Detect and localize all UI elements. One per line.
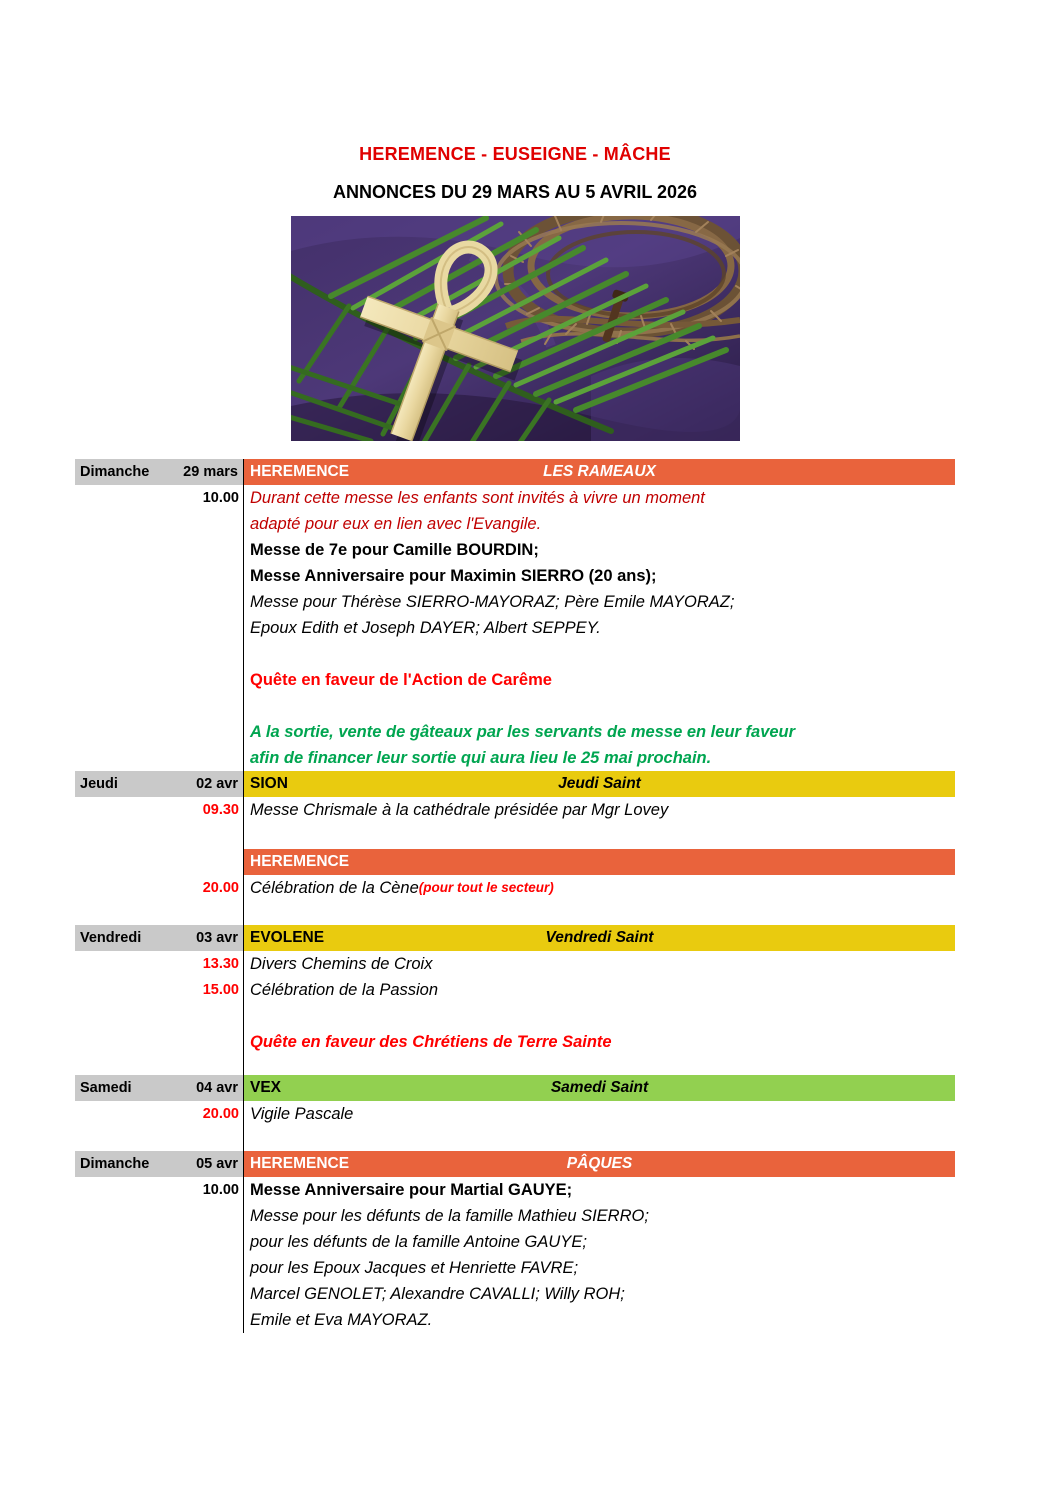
text-segment: afin de financer leur sortie qui aura lieu le 25 mai prochain. [250,749,712,767]
schedule-line-row [75,1281,955,1307]
time-label: 15.00 [202,982,239,998]
time-cell [75,485,243,511]
schedule-line-row [75,745,955,771]
time-cell [75,1281,243,1307]
day-date-cell [75,849,243,875]
location-label: HEREMENCE [250,853,350,870]
announcement-text [243,537,955,563]
text-segment: Célébration de la Cène [250,879,419,897]
time-cell [75,1177,243,1203]
palm-cross-crown-of-thorns-photo [291,216,740,441]
feast-label: PÂQUES [566,1155,633,1172]
day-date-cell [75,1151,243,1177]
schedule-gap-row [75,901,955,925]
time-cell [75,1255,243,1281]
announcement-text [243,511,955,537]
schedule-line-row [75,537,955,563]
schedule-band-row [75,459,955,485]
announcement-text [243,1255,955,1281]
schedule-gap-row [75,1127,955,1151]
text-segment: pour les défunts de la famille Antoine GAUYE; [250,1233,587,1251]
day-label: Samedi [80,1080,132,1096]
text-segment: Célébration de la Passion [250,981,439,999]
schedule-line-row [75,1229,955,1255]
time-cell [75,1203,243,1229]
location-band [243,1075,955,1101]
schedule-line-row [75,1203,955,1229]
time-cell [75,1229,243,1255]
schedule-line-row [75,667,955,693]
location-band [243,459,955,485]
schedule-line-row [75,1307,955,1333]
schedule-band-row [75,849,955,875]
announcement-text [243,485,955,511]
announcement-text [243,1101,955,1127]
time-cell [75,977,243,1003]
announcement-text [243,1203,955,1229]
date-label: 05 avr [196,1156,238,1172]
schedule-line-row [75,615,955,641]
empty-content [243,823,955,849]
feast-label: LES RAMEAUX [543,463,656,480]
page-subtitle: ANNONCES DU 29 MARS AU 5 AVRIL 2026 [332,182,698,202]
schedule-line-row [75,589,955,615]
announcement-text [243,667,955,693]
text-segment: Messe pour les défunts de la famille Mathieu SIERRO; [250,1207,649,1225]
date-label: 29 mars [183,464,238,480]
empty-cell [75,1055,243,1075]
location-label: VEX [250,1079,282,1096]
text-segment: Epoux Edith et Joseph DAYER; Albert SEPPEY. [250,619,601,637]
empty-cell [75,1003,243,1029]
time-cell [75,745,243,771]
text-segment: Marcel GENOLET; Alexandre CAVALLI; Willy ROH; [250,1285,625,1303]
schedule-line-row [75,1255,955,1281]
day-label: Dimanche [80,464,150,480]
announcement-text [243,563,955,589]
schedule-gap-row [75,1055,955,1075]
schedule-line-row [75,511,955,537]
date-label: 02 avr [196,776,238,792]
empty-content [243,1003,955,1029]
announcement-text [243,589,955,615]
schedule [75,459,955,1333]
announcement-text [243,719,955,745]
page-title: HEREMENCE - EUSEIGNE - MÂCHE [359,144,671,164]
empty-content [243,1127,955,1151]
announcement-text [243,1029,955,1055]
announcement-text [243,1177,955,1203]
location-band [243,925,955,951]
schedule-line-row [75,977,955,1003]
text-segment: Quête en faveur de l'Action de Carême [250,671,552,689]
day-label: Vendredi [80,930,142,946]
time-cell [75,1029,243,1055]
empty-cell [75,823,243,849]
announcement-text [243,977,955,1003]
date-label: 03 avr [196,930,238,946]
location-label: SION [250,775,288,792]
time-cell [75,537,243,563]
feast-label: Vendredi Saint [545,929,654,946]
text-segment: Emile et Eva MAYORAZ. [250,1311,433,1329]
text-segment: Messe Anniversaire pour Maximin SIERRO (20 ans); [250,567,657,585]
day-label: Dimanche [80,1156,150,1172]
schedule-line-row [75,951,955,977]
text-segment: A la sortie, vente de gâteaux par les servants de messe en leur faveur [250,723,796,741]
schedule-line-row [75,875,955,901]
time-cell [75,951,243,977]
time-cell [75,667,243,693]
schedule-spacer-row [75,1003,955,1029]
schedule-spacer-row [75,641,955,667]
announcement-text [243,745,955,771]
schedule-band-row [75,1075,955,1101]
schedule-line-row [75,1029,955,1055]
day-date-cell [75,459,243,485]
text-segment: Divers Chemins de Croix [250,955,433,973]
schedule-spacer-row [75,823,955,849]
schedule-line-row [75,797,955,823]
time-label: 20.00 [202,880,239,896]
text-segment: (pour tout le secteur) [418,880,554,895]
time-cell [75,1307,243,1333]
schedule-band-row [75,1151,955,1177]
day-date-cell [75,925,243,951]
day-label: Jeudi [80,776,118,792]
schedule-line-row [75,485,955,511]
time-label: 10.00 [202,490,239,506]
location-band [243,1151,955,1177]
time-cell [75,563,243,589]
location-label: HEREMENCE [250,1155,350,1172]
page-header [75,0,955,441]
date-label: 04 avr [196,1080,238,1096]
schedule-band-row [75,925,955,951]
empty-content [243,641,955,667]
location-band [243,771,955,797]
location-label: HEREMENCE [250,463,350,480]
empty-cell [75,693,243,719]
time-cell [75,797,243,823]
time-cell [75,1101,243,1127]
text-segment: Messe pour Thérèse SIERRO-MAYORAZ; Père Emile MAYORAZ; [250,593,735,611]
photo-container [75,216,955,441]
schedule-band-row [75,771,955,797]
text-segment: Vigile Pascale [250,1105,354,1123]
schedule-line-row [75,1177,955,1203]
schedule-line-row [75,563,955,589]
announcement-text [243,797,955,823]
location-band [243,849,955,875]
empty-cell [75,1127,243,1151]
announcement-text [243,1229,955,1255]
announcement-text [243,875,955,901]
announcement-text [243,951,955,977]
text-segment: adapté pour eux en lien avec l'Evangile. [250,515,542,533]
time-label: 09.30 [202,802,239,818]
announcement-text [243,1307,955,1333]
schedule-line-row [75,1101,955,1127]
text-segment: Messe Anniversaire pour Martial GAUYE; [250,1181,573,1199]
empty-content [243,901,955,925]
schedule-line-row [75,719,955,745]
feast-label: Jeudi Saint [558,775,641,792]
text-segment: Durant cette messe les enfants sont invités à vivre un moment [250,489,705,507]
time-label: 20.00 [202,1106,239,1122]
text-segment: Messe Chrismale à la cathédrale présidée par Mgr Lovey [250,801,669,819]
time-cell [75,719,243,745]
text-segment: pour les Epoux Jacques et Henriette FAVRE; [250,1259,579,1277]
empty-content [243,693,955,719]
empty-cell [75,641,243,667]
day-date-cell [75,771,243,797]
text-segment: Messe de 7e pour Camille BOURDIN; [250,541,539,559]
time-cell [75,875,243,901]
empty-cell [75,901,243,925]
announcement-text [243,615,955,641]
time-label: 10.00 [202,1182,239,1198]
schedule-spacer-row [75,693,955,719]
time-cell [75,511,243,537]
location-label: EVOLENE [250,929,325,946]
empty-content [243,1055,955,1075]
day-date-cell [75,1075,243,1101]
time-cell [75,615,243,641]
text-segment: Quête en faveur des Chrétiens de Terre Sainte [250,1033,612,1051]
announcement-text [243,1281,955,1307]
feast-label: Samedi Saint [550,1079,649,1096]
time-cell [75,589,243,615]
time-label: 13.30 [202,956,239,972]
